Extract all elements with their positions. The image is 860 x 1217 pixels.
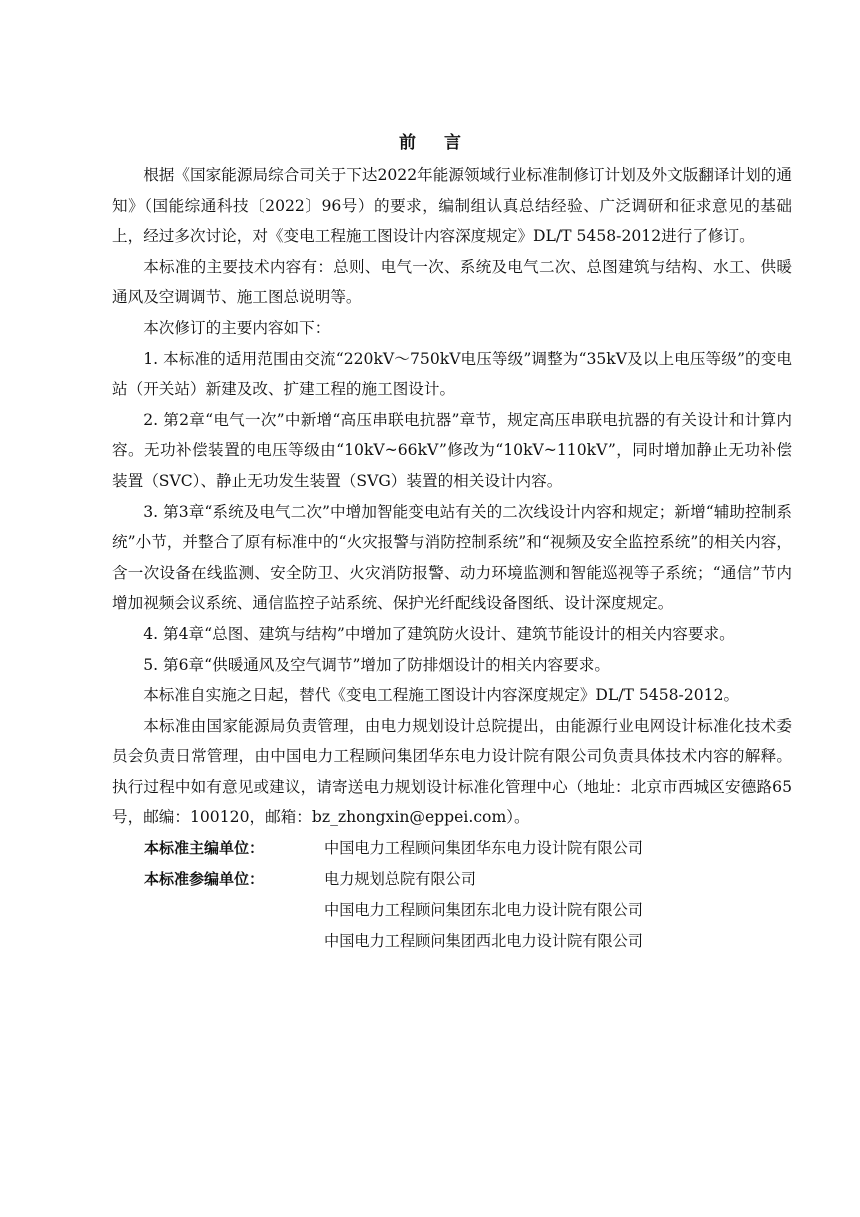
- paragraph: 2. 第2章“电气一次”中新增“高压串联电抗器”章节，规定高压串联电抗器的有关设计和计算内容。无功补偿装置的电压等级由“10kV~66kV”修改为“10kV~110kV”，同时增加静止无功补偿装置（SVC）、静止无功发生装置（SVG）装置的相关设计内容。: [112, 410, 792, 490]
- paragraph: 1. 本标准的适用范围由交流“220kV～750kV电压等级”调整为“35kV及以上电压等级”的变电站（开关站）新建及改、扩建工程的施工图设计。: [112, 349, 792, 399]
- participant-unit-value: 中国电力工程顾问集团东北电力设计院有限公司: [324, 901, 643, 920]
- paragraph: 本次修订的主要内容如下：: [143, 318, 331, 337]
- document-body: [112, 160, 792, 957]
- participant-unit-value: 电力规划总院有限公司: [324, 870, 476, 889]
- chief-unit-row: [112, 833, 792, 864]
- participant-unit-row: [112, 926, 792, 957]
- participant-unit-row: [112, 864, 792, 895]
- paragraph: 3. 第3章“系统及电气二次”中增加智能变电站有关的二次线设计内容和规定；新增“辅助控制系统”小节，并整合了原有标准中的“火灾报警与消防控制系统”和“视频及安全监控系统”的相关内容，含一次设备在线监测、安全防卫、火灾消防报警、动力环境监测和智能巡视等子系统；“通信”节内增加视频会议系统、通信监控子站系统、保护光纤配线设备图纸、设计深度规定。: [112, 502, 792, 613]
- paragraph: 根据《国家能源局综合司关于下达2022年能源领域行业标准制修订计划及外文版翻译计划的通知》（国能综通科技〔2022〕96号）的要求，编制组认真总结经验、广泛调研和征求意见的基础上，经过多次讨论，对《变电工程施工图设计内容深度规定》DL/T 5458-2012进行了修订。: [112, 166, 792, 246]
- paragraph: 本标准自实施之日起，替代《变电工程施工图设计内容深度规定》DL/T 5458-2012。: [143, 686, 740, 705]
- chief-unit-label: 本标准主编单位：: [144, 839, 265, 858]
- participant-unit-label-spacer: [112, 895, 324, 926]
- paragraph: 本标准的主要技术内容有：总则、电气一次、系统及电气二次、总图建筑与结构、水工、供暖通风及空调调节、施工图总说明等。: [112, 257, 792, 307]
- participant-unit-row: [112, 895, 792, 926]
- paragraph: 本标准由国家能源局负责管理，由电力规划设计总院提出，由能源行业电网设计标准化技术委员会负责日常管理，由中国电力工程顾问集团华东电力设计院有限公司负责具体技术内容的解释。执行过程中如有意见或建议，请寄送电力规划设计标准化管理中心（地址：北京市西城区安德路65号，邮编：100120，邮箱：bz_zhongxin@eppei.com）。: [112, 716, 792, 827]
- paragraph: 4. 第4章“总图、建筑与结构”中增加了建筑防火设计、建筑节能设计的相关内容要求。: [143, 624, 735, 643]
- paragraph: 5. 第6章“供暖通风及空气调节”增加了防排烟设计的相关内容要求。: [143, 655, 610, 674]
- drafting-units: [112, 833, 792, 957]
- participant-unit-label: 本标准参编单位：: [144, 870, 265, 889]
- participant-unit-value: 中国电力工程顾问集团西北电力设计院有限公司: [324, 932, 643, 951]
- chief-unit-value: 中国电力工程顾问集团华东电力设计院有限公司: [324, 839, 643, 858]
- page-title: 前言: [399, 133, 489, 153]
- participant-unit-label-spacer: [112, 926, 324, 957]
